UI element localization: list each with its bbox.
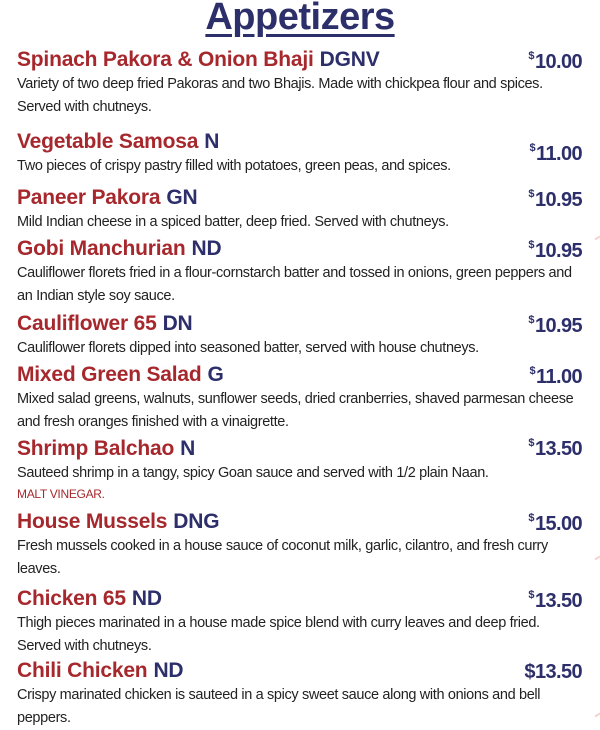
item-name: Mixed Green Salad [17, 363, 202, 386]
menu-item [17, 437, 587, 503]
dietary-code: GN [166, 186, 198, 209]
item-price-wrap [528, 314, 582, 338]
item-price-wrap [528, 188, 582, 212]
item-price: $13.50 [524, 661, 582, 683]
item-price: 13.50 [534, 438, 582, 460]
menu-item [17, 237, 587, 308]
item-name: Vegetable Samosa [17, 130, 199, 153]
item-price: 13.50 [534, 590, 582, 612]
item-name: Chicken 65 [17, 587, 126, 610]
decorative-mark [594, 709, 600, 718]
dietary-code: N [180, 437, 196, 460]
dietary-code: ND [153, 659, 184, 682]
menu-item [17, 186, 587, 234]
item-description: Mild Indian cheese in a spiced batter, deep fried. Served with chutneys. [17, 214, 449, 230]
currency-symbol: $ [528, 512, 534, 524]
menu-item [17, 130, 587, 178]
currency-symbol: $ [529, 365, 536, 377]
item-name: Paneer Pakora [17, 186, 161, 209]
item-description: Fresh mussels cooked in a house sauce of coconut milk, garlic, cilantro, and fresh curry leaves. [17, 538, 548, 577]
decorative-mark [594, 232, 600, 241]
item-title [17, 587, 587, 611]
item-description: Sauteed shrimp in a tangy, spicy Goan sauce and served with 1/2 plain Naan. [17, 465, 489, 481]
item-name: Cauliflower 65 [17, 312, 157, 335]
dietary-code: ND [131, 587, 162, 610]
item-price: 15.00 [534, 513, 582, 535]
item-name: Spinach Pakora & Onion Bhaji [17, 48, 314, 71]
dietary-code: DN [162, 312, 193, 335]
item-price-wrap [528, 239, 582, 263]
item-title [17, 437, 587, 461]
item-title [17, 48, 587, 72]
dietary-code: G [207, 363, 224, 386]
item-price-wrap [528, 50, 582, 74]
currency-symbol: $ [528, 314, 534, 326]
item-price: 10.95 [534, 315, 582, 337]
item-price-wrap [528, 437, 582, 461]
item-title [17, 130, 587, 154]
item-price-wrap [524, 661, 582, 684]
menu-item [17, 363, 587, 434]
menu-item [17, 659, 587, 730]
item-title [17, 312, 587, 336]
page-title: Appetizers [205, 0, 395, 38]
currency-symbol: $ [528, 437, 534, 449]
item-description: Two pieces of crispy pastry filled with potatoes, green peas, and spices. [17, 158, 451, 174]
item-price-wrap [530, 365, 582, 389]
menu-item [17, 312, 587, 360]
item-price-wrap [528, 589, 582, 613]
currency-symbol: $ [528, 589, 534, 601]
menu-item [17, 510, 587, 581]
item-title [17, 363, 587, 387]
item-description: Thigh pieces marinated in a house made spice blend with curry leaves and deep fried. Served with chutneys. [17, 615, 540, 654]
dietary-code: ND [191, 237, 222, 260]
decorative-mark [594, 552, 600, 561]
item-price: 10.95 [534, 240, 582, 262]
item-description: Variety of two deep fried Pakoras and two Bhajis. Made with chickpea flour and spices. Served with chutneys. [17, 76, 543, 115]
item-price: 10.95 [534, 189, 582, 211]
item-title [17, 237, 587, 261]
item-price: 10.00 [534, 51, 582, 73]
menu-item [17, 48, 587, 119]
item-note: MALT VINEGAR. [17, 487, 105, 501]
currency-symbol: $ [528, 239, 534, 251]
item-description: Mixed salad greens, walnuts, sunflower seeds, dried cranberries, shaved parmesan cheese and fresh oranges finished with a vinaigrette. [17, 391, 574, 430]
item-title [17, 659, 587, 683]
item-price-wrap [530, 142, 582, 166]
dietary-code: DNG [173, 510, 220, 533]
currency-symbol: $ [528, 188, 534, 200]
item-price: 11.00 [536, 366, 582, 388]
item-title [17, 510, 587, 534]
dietary-code: N [204, 130, 220, 153]
item-description: Cauliflower florets dipped into seasoned batter, served with house chutneys. [17, 340, 479, 356]
menu-item [17, 587, 587, 658]
item-name: Gobi Manchurian [17, 237, 186, 260]
currency-symbol: $ [528, 50, 534, 62]
item-name: House Mussels [17, 510, 168, 533]
item-description: Cauliflower florets fried in a flour-cornstarch batter and tossed in onions, green peppers and an Indian style soy sauce. [17, 265, 572, 304]
item-name: Chili Chicken [17, 659, 148, 682]
item-price-wrap [528, 512, 582, 536]
item-title [17, 186, 587, 210]
dietary-code: DGNV [319, 48, 380, 71]
currency-symbol: $ [529, 142, 536, 154]
item-description: Crispy marinated chicken is sauteed in a spicy sweet sauce along with onions and bell peppers. [17, 687, 541, 726]
item-price: 11.00 [536, 143, 582, 165]
item-name: Shrimp Balchao [17, 437, 175, 460]
